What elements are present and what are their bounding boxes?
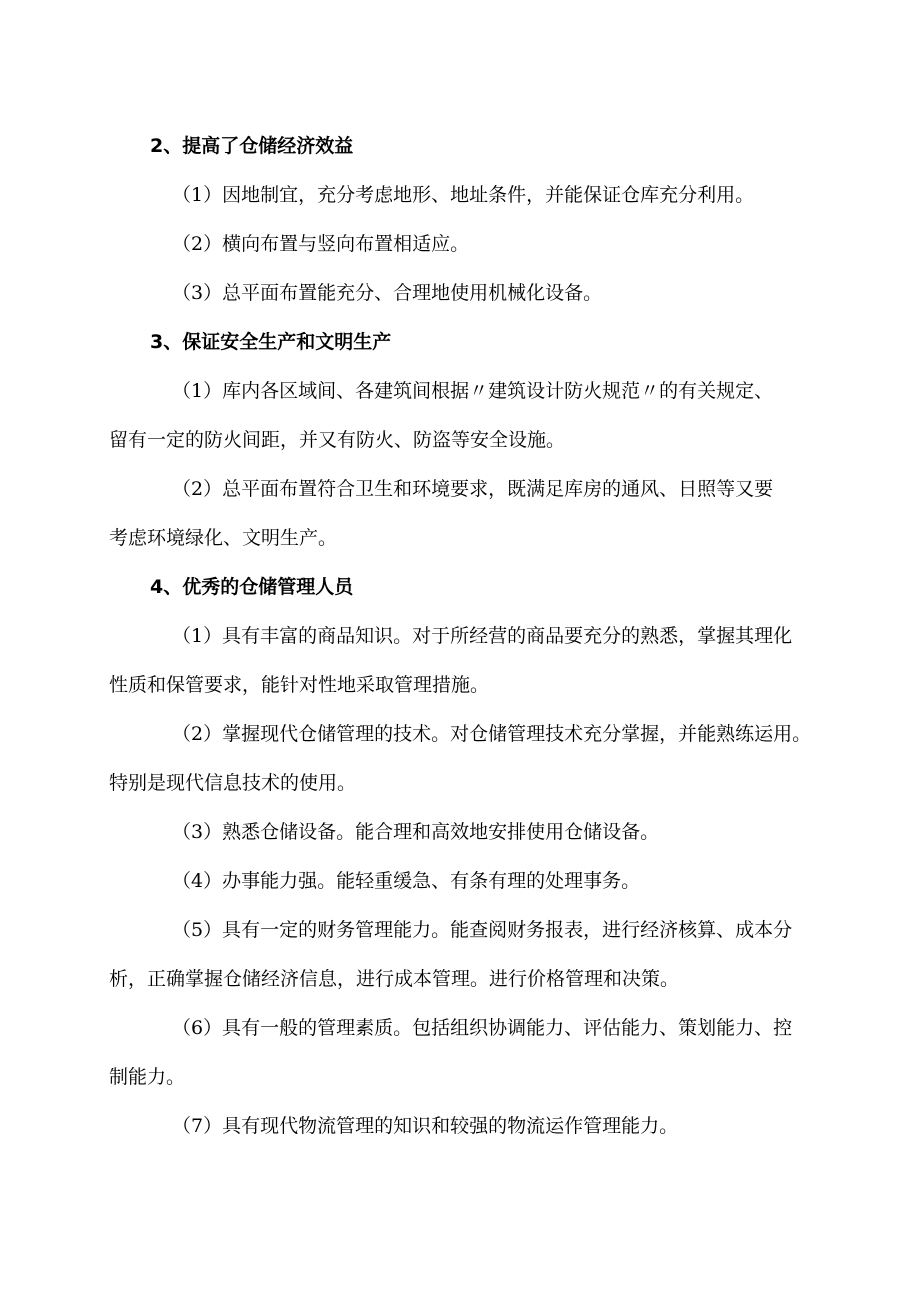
list-item: （2）横向布置与竖向布置相适应。 xyxy=(172,233,470,255)
list-item-continuation: 考虑环境绿化、文明生产。 xyxy=(109,527,338,549)
section-heading-3: 3、保证安全生产和文明生产 xyxy=(150,331,392,353)
list-item-continuation: 析，正确掌握仓储经济信息，进行成本管理。进行价格管理和决策。 xyxy=(109,968,680,990)
list-item: （1）因地制宜，充分考虑地形、地址条件，并能保证仓库充分利用。 xyxy=(172,184,755,206)
list-item: （2）掌握现代仓储管理的技术。对仓储管理技术充分掌握，并能熟练运用。 xyxy=(172,723,812,745)
list-item-continuation: 制能力。 xyxy=(109,1066,186,1088)
list-item: （3）总平面布置能充分、合理地使用机械化设备。 xyxy=(172,282,603,304)
list-item: （6）具有一般的管理素质。包括组织协调能力、评估能力、策划能力、控 xyxy=(172,1017,793,1039)
list-item: （4）办事能力强。能轻重缓急、有条有理的处理事务。 xyxy=(172,870,641,892)
section-heading-4: 4、优秀的仓储管理人员 xyxy=(150,576,354,598)
list-item: （5）具有一定的财务管理能力。能查阅财务报表，进行经济核算、成本分 xyxy=(172,919,793,941)
list-item: （2）总平面布置符合卫生和环境要求，既满足库房的通风、日照等又要 xyxy=(172,478,774,500)
list-item-continuation: 性质和保管要求，能针对性地采取管理措施。 xyxy=(109,674,490,696)
list-item: （1）具有丰富的商品知识。对于所经营的商品要充分的熟悉，掌握其理化 xyxy=(172,625,793,647)
list-item: （7）具有现代物流管理的知识和较强的物流运作管理能力。 xyxy=(172,1115,679,1137)
section-heading-2: 2、提高了仓储经济效益 xyxy=(150,135,354,157)
list-item: （1）库内各区域间、各建筑间根据〃建筑设计防火规范〃的有关规定、 xyxy=(172,380,774,402)
list-item-continuation: 留有一定的防火间距，并又有防火、防盗等安全设施。 xyxy=(109,429,566,451)
list-item-continuation: 特别是现代信息技术的使用。 xyxy=(109,772,357,794)
list-item: （3）熟悉仓储设备。能合理和高效地安排使用仓储设备。 xyxy=(172,821,660,843)
